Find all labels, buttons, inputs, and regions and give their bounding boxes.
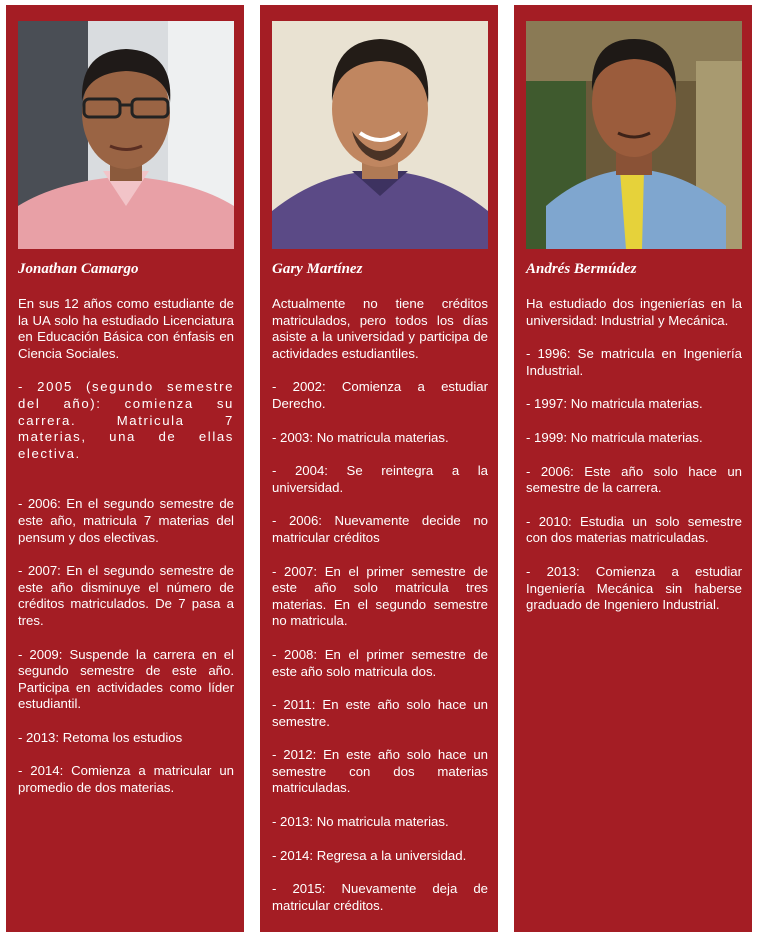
timeline-entry: - 2006: Este año solo hace un semestre de la carrera. <box>526 463 742 496</box>
timeline-entry: - 2005 (segundo semestre del año): comienza su carrera. Matricula 7 materias, una de ellas electiva. <box>18 379 234 461</box>
timeline-entry: - 2009: Suspende la carrera en el segundo semestre de este año. Participa en actividades como líder estudiantil. <box>18 646 234 712</box>
timeline-entry: - 2013: Comienza a estudiar Ingeniería Mecánica sin haberse graduado de Ingeniero Industrial. <box>526 563 742 613</box>
portrait-photo <box>18 21 234 249</box>
timeline-entry: - 2014: Comienza a matricular un promedio de dos materias. <box>18 763 234 796</box>
timeline-entry: - 2014: Regresa a la universidad. <box>272 847 467 863</box>
intro-text: En sus 12 años como estudiante de la UA solo ha estudiado Licenciatura en Educación Básica con énfasis en Ciencia Sociales. <box>18 296 234 361</box>
timeline-entry: - 2007: En el segundo semestre de este año disminuye el número de créditos matriculados. De 7 pasa a tres. <box>18 563 234 628</box>
timeline-entry: - 2003: No matricula materias. <box>272 429 449 445</box>
timeline-entry: - 2012: En este año solo hace un semestre con dos materias matriculadas. <box>272 747 488 796</box>
timeline-entry: - 2013: Retoma los estudios <box>18 729 183 745</box>
timeline-entry: - 2006: En el segundo semestre de este año, matricula 7 materias del pensum y dos electivas. <box>18 496 234 545</box>
person-name: Gary Martínez <box>272 261 363 277</box>
timeline-entry: - 2006: Nuevamente decide no matricular créditos <box>272 513 488 545</box>
profile-card-jonathan <box>6 5 244 932</box>
intro-text: Actualmente no tiene créditos matriculados, pero todos los días asiste a la universidad y participa de actividades estudiantiles. <box>272 296 488 361</box>
profile-card-andres <box>514 5 752 932</box>
intro-text: Ha estudiado dos ingenierías en la universidad: Industrial y Mecánica. <box>526 296 742 328</box>
portrait-photo <box>526 21 742 249</box>
timeline-entry: - 2011: En este año solo hace un semestre. <box>272 697 488 729</box>
person-name: Jonathan Camargo <box>18 261 139 277</box>
timeline-entry: - 2013: No matricula materias. <box>272 814 449 830</box>
timeline-entry: - 2004: Se reintegra a la universidad. <box>272 463 488 495</box>
portrait-photo <box>272 21 488 249</box>
profile-card-gary <box>260 5 498 932</box>
timeline-entry: - 1999: No matricula materias. <box>526 429 703 445</box>
timeline-entry: - 2008: En el primer semestre de este año solo matricula dos. <box>272 646 488 679</box>
timeline-entry: - 2002: Comienza a estudiar Derecho. <box>272 379 488 411</box>
timeline-entry: - 2007: En el primer semestre de este año solo matricula tres materias. En el segundo semestre no matricula. <box>272 563 488 629</box>
person-name: Andrés Bermúdez <box>526 261 637 277</box>
timeline-entry: - 1997: No matricula materias. <box>526 396 703 412</box>
timeline-entry: - 1996: Se matricula en Ingeniería Industrial. <box>526 346 742 378</box>
timeline-entry: - 2010: Estudia un solo semestre con dos materias matriculadas. <box>526 513 742 546</box>
timeline-entry: - 2015: Nuevamente deja de matricular créditos. <box>272 881 488 913</box>
